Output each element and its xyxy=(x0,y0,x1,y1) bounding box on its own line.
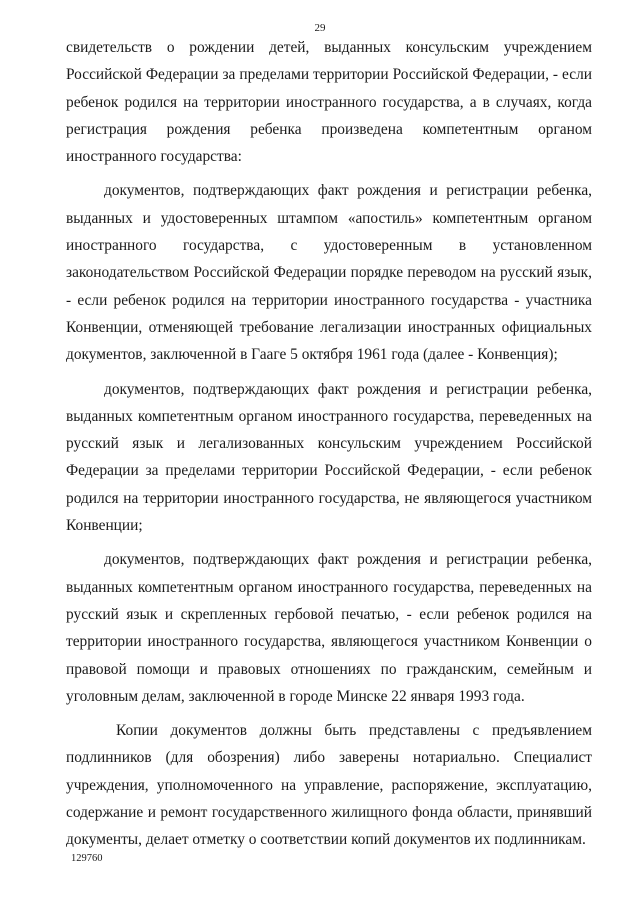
paragraph-2: документов, подтверждающих факт рождения и регистрации ребенка, выданных и удостоверенных штампом «апостиль» компетентным органом иностранного государства, с удостоверенным в установленном законодательством Российской Федерации порядке переводом на русский язык, - если ребенок родился на территории иностранного государства - участника Конвенции, отменяющей требование легализации иностранных официальных документов, заключенной в Гааге 5 октября 1961 года (далее - Конвенция); xyxy=(66,182,592,364)
page-number: 29 xyxy=(314,22,326,34)
document-body xyxy=(66,34,592,854)
paragraph-5: Копии документов должны быть представлены с предъявлением подлинников (для обозрения) либо заверены нотариально. Специалист учреждения, уполномоченного на управление, распоряжение, эксплуатацию, содержание и ремонт государственного жилищного фонда области, принявший документы, делает отметку о соответствии копий документов их подлинникам. xyxy=(66,722,592,849)
paragraph-3: документов, подтверждающих факт рождения и регистрации ребенка, выданных компетентным органом иностранного государства, переведенных на русский язык и легализованных консульским учреждением Российской Федерации за пределами территории Российской Федерации, - если ребенок родился на территории иностранного государства, не являющегося участником Конвенции; xyxy=(66,380,592,535)
footer-document-code: 129760 xyxy=(71,853,103,864)
paragraph-1: свидетельств о рождении детей, выданных консульским учреждением Российской Федерации за пределами территории Российской Федерации, - если ребенок родился на территории иностранного государства, а в случаях, когда регистрация рождения ребенка произведена компетентным органом иностранного государства: xyxy=(66,39,592,166)
paragraph-4: документов, подтверждающих факт рождения и регистрации ребенка, выданных компетентным органом иностранного государства, переведенных на русский язык и скрепленных гербовой печатью, - если ребенок родился на территории иностранного государства, являющегося участником Конвенции о правовой помощи и правовых отношениях по гражданским, семейным и уголовным делам, заключенной в городе Минске 22 января 1993 года. xyxy=(66,551,592,705)
